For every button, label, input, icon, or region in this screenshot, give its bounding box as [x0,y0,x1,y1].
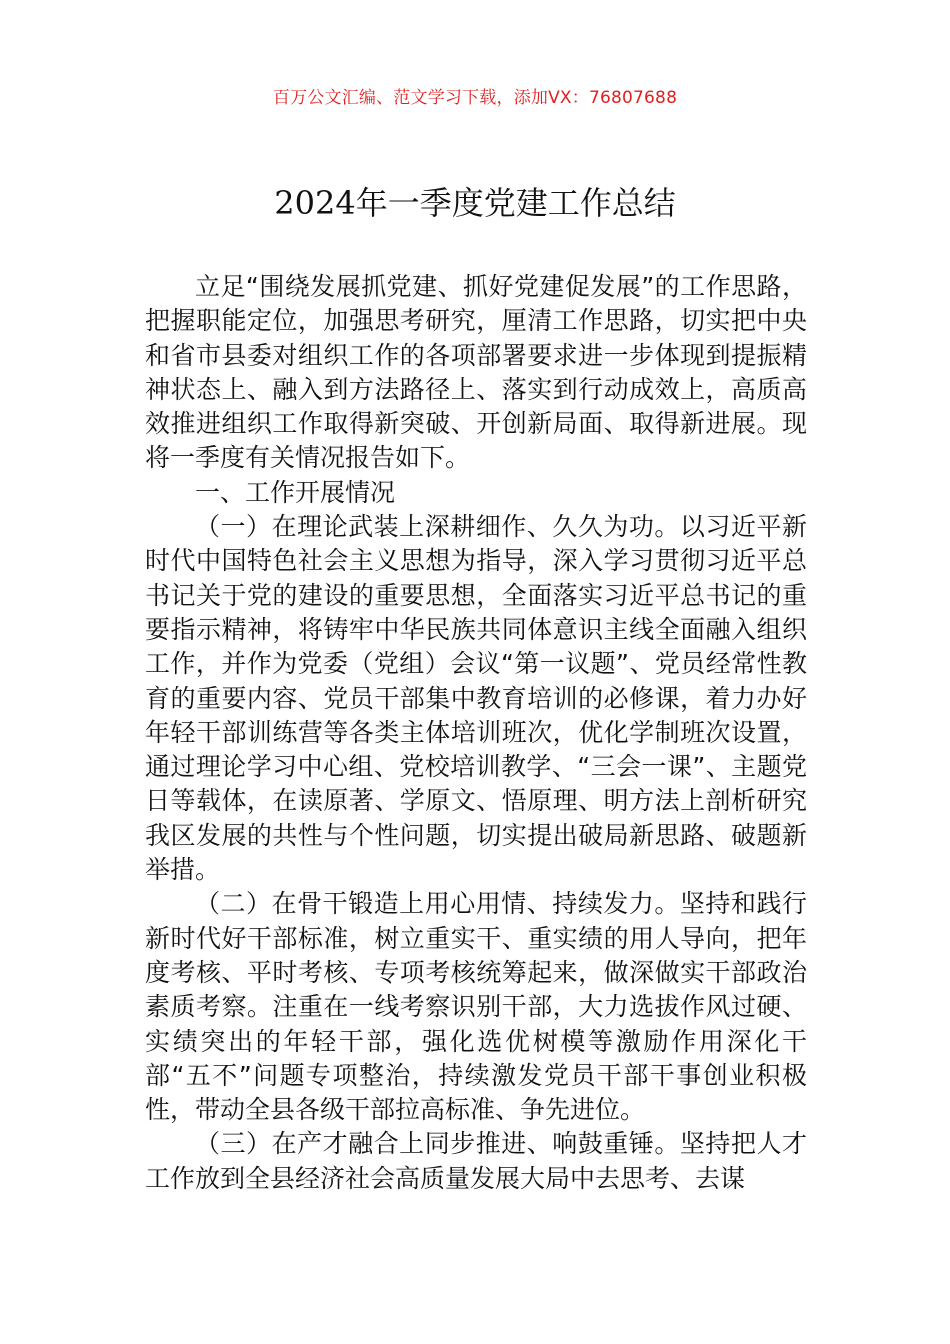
intro-paragraph: 立足“围绕发展抓党建、抓好党建促发展”的工作思路，把握职能定位，加强思考研究，厘清工作思路，切实把中央和省市县委对组织工作的各项部署要求进一步体现到提振精神状态上、融入到方法路径上、落实到行动成效上，高质高效推进组织工作取得新突破、开创新局面、取得新进展。现将一季度有关情况报告如下。 [145,272,807,473]
subsection-paragraph-2: （二）在骨干锻造上用心用情、持续发力。坚持和践行新时代好干部标准，树立重实干、重实绩的用人导向，把年度考核、平时考核、专项考核统筹起来，做深做实干部政治素质考察。注重在一线考察识别干部，大力选拔作风过硬、实绩突出的年轻干部，强化选优树模等激励作用深化干部“五不”问题专项整治，持续激发党员干部干事创业积极性，带动全县各级干部拉高标准、争先进位。 [145,889,807,1125]
subsection-paragraph-1: （一）在理论武装上深耕细作、久久为功。以习近平新时代中国特色社会主义思想为指导，深入学习贯彻习近平总书记关于党的建设的重要思想，全面落实习近平总书记的重要指示精神，将铸牢中华民族共同体意识主线全面融入组织工作，并作为党委（党组）会议“第一议题”、党员经常性教育的重要内容、党员干部集中教育培训的必修课，着力办好年轻干部训练营等各类主体培训班次，优化学制班次设置，通过理论学习中心组、党校培训教学、“三会一课”、主题党日等载体，在读原著、学原文、悟原理、明方法上剖析研究我区发展的共性与个性问题，切实提出破局新思路、破题新举措。 [145,512,807,885]
subsection-paragraph-3: （三）在产才融合上同步推进、响鼓重锤。坚持把人才工作放到全县经济社会高质量发展大局中去思考、去谋 [145,1129,807,1193]
watermark-banner: 百万公文汇编、范文学习下载，添加VX：76807688 [272,88,678,108]
section-heading-1: 一、工作开展情况 [195,477,396,507]
document-body [145,270,807,1196]
document-title: 2024年一季度党建工作总结 [274,184,676,222]
